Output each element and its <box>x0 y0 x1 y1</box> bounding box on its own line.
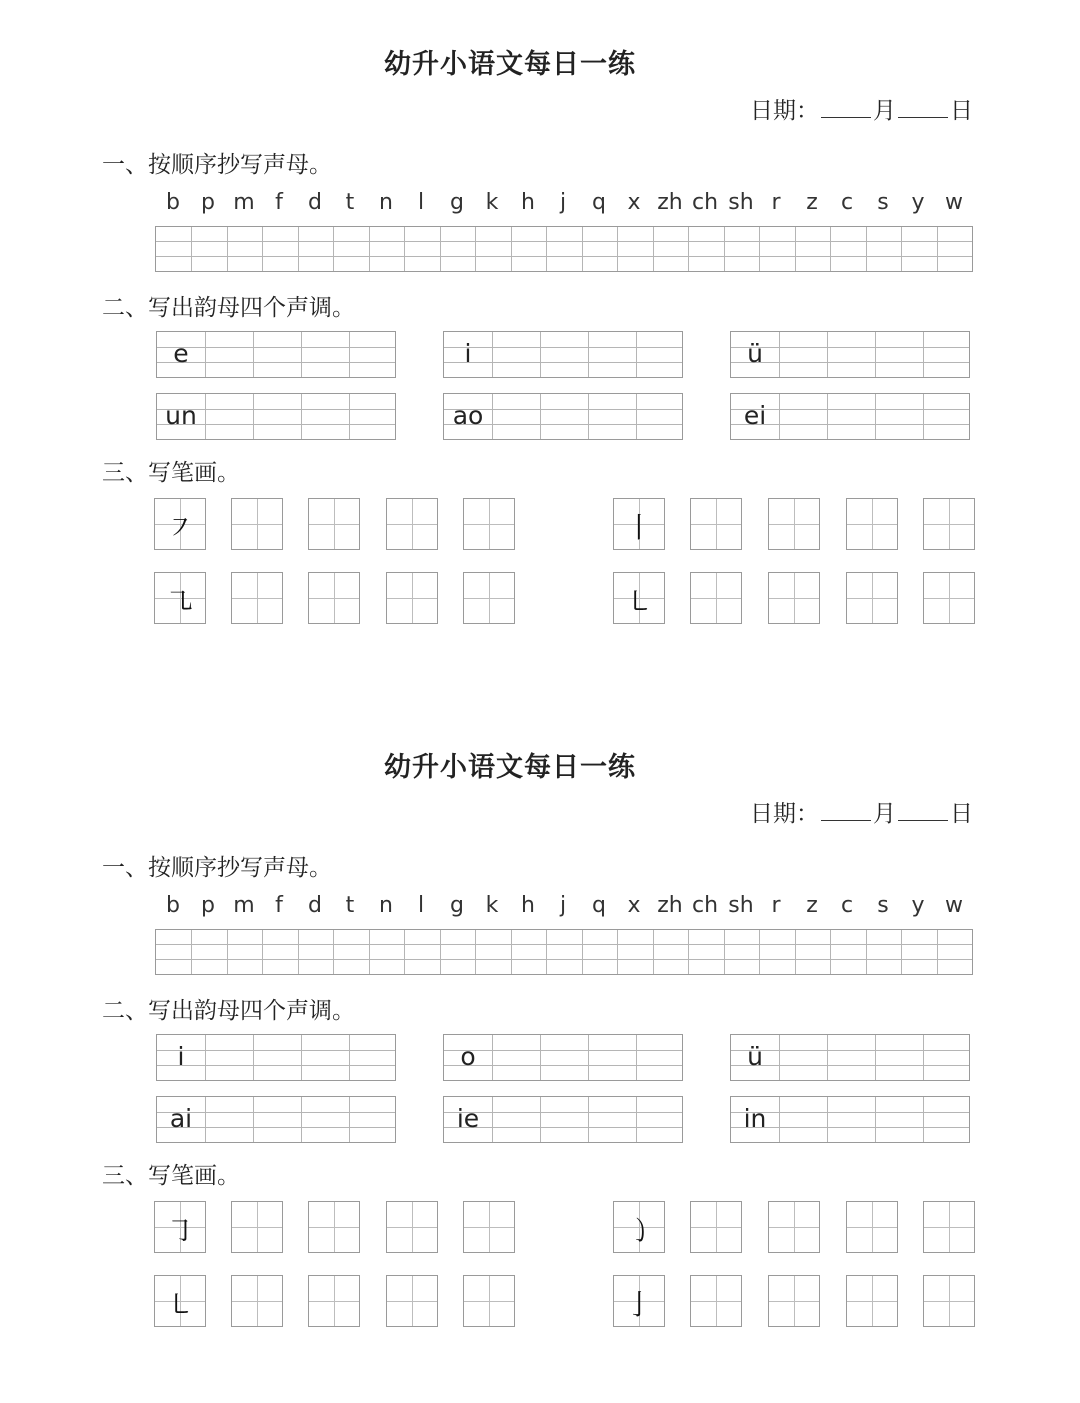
stroke-practice-box[interactable] <box>463 1275 515 1327</box>
stroke-practice-box[interactable] <box>923 1275 975 1327</box>
consonant-label: w <box>945 190 963 215</box>
vowel-tone-box[interactable] <box>730 393 970 440</box>
stroke-model-box <box>154 498 206 550</box>
stroke-glyph: ㇄ <box>624 585 653 618</box>
month-blank[interactable] <box>821 800 871 821</box>
stroke-practice-box[interactable] <box>308 1275 360 1327</box>
consonant-label: zh <box>657 190 683 215</box>
consonant-label: y <box>911 893 925 918</box>
vowel-label: o <box>460 1042 476 1071</box>
stroke-model-box <box>613 572 665 624</box>
stroke-practice-box[interactable] <box>386 1201 438 1253</box>
vowel-label: ao <box>452 401 484 430</box>
consonant-label: k <box>485 190 499 215</box>
consonant-label: c <box>840 893 854 918</box>
month-label: 月 <box>873 801 896 827</box>
day-blank[interactable] <box>898 97 948 118</box>
consonant-label: p <box>201 190 215 215</box>
stroke-practice-box[interactable] <box>690 1201 742 1253</box>
consonant-label: g <box>450 190 464 215</box>
vowel-label: ü <box>747 1042 763 1071</box>
consonant-writing-grid[interactable] <box>155 929 973 975</box>
stroke-practice-box[interactable] <box>768 498 820 550</box>
date-line <box>750 795 973 828</box>
stroke-glyph: ㇄ <box>165 1288 194 1321</box>
consonant-label: r <box>771 190 781 215</box>
consonant-label: sh <box>728 190 754 215</box>
consonant-label: s <box>877 893 889 918</box>
stroke-practice-box[interactable] <box>308 1201 360 1253</box>
vowel-tone-box[interactable] <box>443 1096 683 1143</box>
consonant-label: w <box>945 893 963 918</box>
worksheet-2 <box>0 703 1080 1403</box>
date-label: 日期： <box>750 801 819 827</box>
stroke-practice-box[interactable] <box>386 498 438 550</box>
consonant-label: q <box>592 190 606 215</box>
vowel-label: un <box>165 401 197 430</box>
vowel-tone-box[interactable] <box>156 331 396 378</box>
stroke-glyph: 丨 <box>624 511 653 544</box>
consonant-row <box>155 190 973 224</box>
stroke-practice-box[interactable] <box>768 1275 820 1327</box>
vowel-label: e <box>173 339 189 368</box>
consonant-label: y <box>911 190 925 215</box>
consonant-label: q <box>592 893 606 918</box>
day-label: 日 <box>950 801 973 827</box>
consonant-label: k <box>485 893 499 918</box>
day-blank[interactable] <box>898 800 948 821</box>
consonant-label: l <box>417 893 425 918</box>
consonant-label: n <box>379 893 393 918</box>
vowel-tone-box[interactable] <box>156 1096 396 1143</box>
worksheet-1 <box>0 0 1080 700</box>
vowel-label: ei <box>743 401 767 430</box>
consonant-label: g <box>450 893 464 918</box>
consonant-label: s <box>877 190 889 215</box>
stroke-practice-box[interactable] <box>846 498 898 550</box>
consonant-label: ch <box>691 893 719 918</box>
vowel-tone-box[interactable] <box>156 1034 396 1081</box>
month-label: 月 <box>873 98 896 124</box>
stroke-practice-box[interactable] <box>463 572 515 624</box>
consonant-label: c <box>840 190 854 215</box>
section-1-heading: 一、按顺序抄写声母。 <box>102 152 332 178</box>
consonant-label: zh <box>657 893 683 918</box>
stroke-practice-box[interactable] <box>923 1201 975 1253</box>
stroke-practice-box[interactable] <box>231 572 283 624</box>
stroke-practice-box[interactable] <box>690 1275 742 1327</box>
consonant-label: j <box>559 190 567 215</box>
consonant-label: t <box>345 190 355 215</box>
date-line <box>750 92 973 125</box>
stroke-practice-box[interactable] <box>463 498 515 550</box>
vowel-tone-box[interactable] <box>156 393 396 440</box>
stroke-practice-box[interactable] <box>846 572 898 624</box>
vowel-label: ie <box>456 1104 480 1133</box>
stroke-model-box <box>613 1201 665 1253</box>
stroke-practice-box[interactable] <box>690 572 742 624</box>
consonant-label: ch <box>691 190 719 215</box>
consonant-label: m <box>233 893 255 918</box>
stroke-glyph: ㇆ <box>165 1214 194 1247</box>
month-blank[interactable] <box>821 97 871 118</box>
section-2-heading: 二、写出韵母四个声调。 <box>102 295 355 321</box>
consonant-row <box>155 893 973 927</box>
stroke-practice-box[interactable] <box>231 1275 283 1327</box>
stroke-model-box <box>613 498 665 550</box>
stroke-model-box <box>154 1275 206 1327</box>
consonant-label: d <box>308 893 322 918</box>
stroke-practice-box[interactable] <box>846 1275 898 1327</box>
stroke-practice-box[interactable] <box>231 498 283 550</box>
consonant-label: sh <box>728 893 754 918</box>
vowel-label: ai <box>169 1104 193 1133</box>
vowel-label: i <box>177 1042 185 1071</box>
date-label: 日期： <box>750 98 819 124</box>
day-label: 日 <box>950 98 973 124</box>
stroke-practice-box[interactable] <box>846 1201 898 1253</box>
consonant-label: h <box>521 893 535 918</box>
section-2-heading: 二、写出韵母四个声调。 <box>102 998 355 1024</box>
section-3-heading: 三、写笔画。 <box>102 1163 240 1189</box>
section-3-heading: 三、写笔画。 <box>102 460 240 486</box>
consonant-label: d <box>308 190 322 215</box>
consonant-writing-grid[interactable] <box>155 226 973 272</box>
stroke-practice-box[interactable] <box>768 572 820 624</box>
vowel-tone-box[interactable] <box>443 393 683 440</box>
vowel-tone-box[interactable] <box>443 331 683 378</box>
stroke-practice-box[interactable] <box>386 572 438 624</box>
worksheet-title: 幼升小语文每日一练 <box>384 49 636 80</box>
stroke-practice-box[interactable] <box>923 498 975 550</box>
stroke-practice-box[interactable] <box>768 1201 820 1253</box>
vowel-tone-box[interactable] <box>730 1096 970 1143</box>
stroke-practice-box[interactable] <box>308 498 360 550</box>
consonant-label: f <box>275 190 283 215</box>
vowel-tone-box[interactable] <box>443 1034 683 1081</box>
stroke-glyph: ㇇ <box>165 511 194 544</box>
stroke-practice-box[interactable] <box>690 498 742 550</box>
vowel-label: in <box>743 1104 767 1133</box>
consonant-label: m <box>233 190 255 215</box>
consonant-label: b <box>166 893 180 918</box>
consonant-label: z <box>806 893 818 918</box>
stroke-glyph: ㇈ <box>165 585 194 618</box>
consonant-label: p <box>201 893 215 918</box>
stroke-practice-box[interactable] <box>308 572 360 624</box>
consonant-label: l <box>417 190 425 215</box>
stroke-model-box <box>154 572 206 624</box>
consonant-label: t <box>345 893 355 918</box>
stroke-practice-box[interactable] <box>923 572 975 624</box>
stroke-model-box <box>613 1275 665 1327</box>
stroke-model-box <box>154 1201 206 1253</box>
stroke-practice-box[interactable] <box>463 1201 515 1253</box>
consonant-label: f <box>275 893 283 918</box>
consonant-label: b <box>166 190 180 215</box>
consonant-label: j <box>559 893 567 918</box>
consonant-label: z <box>806 190 818 215</box>
vowel-label: i <box>464 339 472 368</box>
stroke-glyph: ㇁ <box>624 1214 653 1247</box>
consonant-label: n <box>379 190 393 215</box>
worksheet-title: 幼升小语文每日一练 <box>384 752 636 783</box>
vowel-tone-box[interactable] <box>730 1034 970 1081</box>
consonant-label: r <box>771 893 781 918</box>
stroke-practice-box[interactable] <box>231 1201 283 1253</box>
stroke-practice-box[interactable] <box>386 1275 438 1327</box>
vowel-label: ü <box>747 339 763 368</box>
stroke-glyph: 亅 <box>624 1288 653 1321</box>
vowel-tone-box[interactable] <box>730 331 970 378</box>
section-1-heading: 一、按顺序抄写声母。 <box>102 855 332 881</box>
consonant-label: h <box>521 190 535 215</box>
consonant-label: x <box>627 893 641 918</box>
consonant-label: x <box>627 190 641 215</box>
